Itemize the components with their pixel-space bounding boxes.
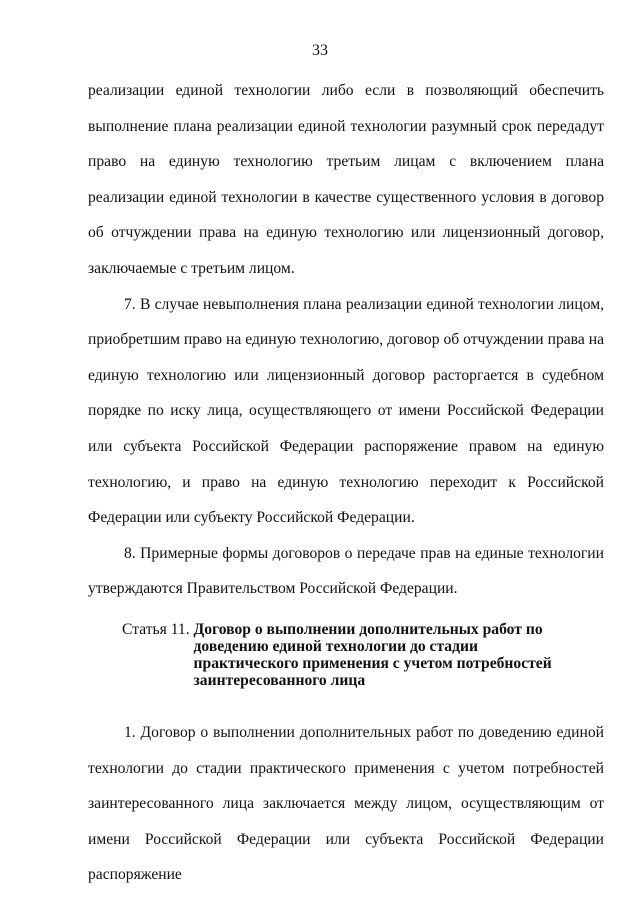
article-heading xyxy=(88,621,604,689)
paragraph-continuation: реализации единой технологии либо если в позволяющий обеспечить выполнение плана реализации единой технологии разумный срок передадут право на единую технологию третьим лицам с включением плана реализации единой технологии в качестве существенного условия в договор об отчуждении права на единую технологию или лицензионный договор, заключаемые с третьим лицом. xyxy=(88,82,604,277)
page-number: 33 xyxy=(312,42,328,59)
document-body xyxy=(88,73,604,893)
paragraph-7: 7. В случае невыполнения плана реализации единой технологии лицом, приобретшим право на единую технологию, договор об отчуждении права на единую технологию или лицензионный договор расторгается в судебном порядке по иску лица, осуществляющего от имени Российской Федерации или субъекта Российской Федерации распоряжение правом на единую технологию, и право на единую технологию переходит к Российской Федерации или субъекту Российской Федерации. xyxy=(88,295,604,527)
article-11-paragraph-1: 1. Договор о выполнении дополнительных работ по доведению единой технологии до стадии практического применения с учетом потребностей заинтересованного лица заключается между лицом, осуществляющим от имени Российской Федерации или субъекта Российской Федерации распоряжение xyxy=(88,723,604,884)
article-title: Договор о выполнении дополнительных работ по доведению единой технологии до стадии практического применения с учетом потребностей заинтересованного лица xyxy=(193,620,552,689)
paragraph-8: 8. Примерные формы договоров о передаче прав на единые технологии утверждаются Правительством Российской Федерации. xyxy=(88,544,604,598)
article-number: Статья 11. xyxy=(122,620,194,638)
